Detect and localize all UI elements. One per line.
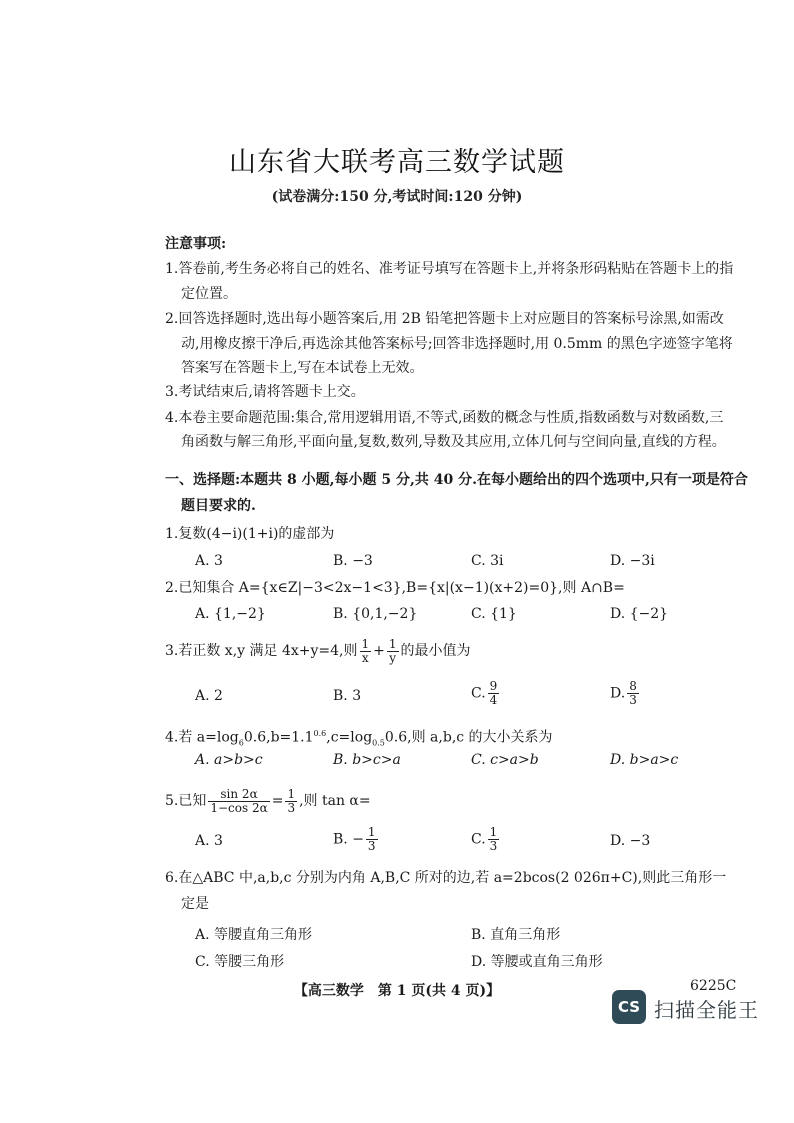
q2-option-b: B. {0,1,−2} bbox=[333, 606, 418, 622]
q3-option-c bbox=[471, 680, 501, 707]
notes-heading: 注意事项: bbox=[165, 236, 227, 252]
q3-c-denominator: 4 bbox=[489, 693, 498, 707]
question-6-stem: 6.在△ABC 中,a,b,c 分别为内角 A,B,C 所对的边,若 a=2bcos(2 026π+C),则此三角形一 bbox=[165, 870, 727, 886]
q5-option-b bbox=[333, 826, 380, 853]
q3-option-c-label: C. bbox=[471, 685, 486, 702]
note-line: 动,用橡皮擦干净后,再选涂其他答案标号;回答非选择题时,用 0.5mm 的黑色字迹签字笔将 bbox=[181, 336, 733, 352]
q5-option-c-fraction bbox=[488, 826, 500, 853]
q5-option-a: A. 3 bbox=[195, 833, 223, 849]
q3-d-denominator: 3 bbox=[629, 693, 637, 707]
q4-exponent: 0.6 bbox=[313, 729, 327, 738]
q3-stem-post: 的最小值为 bbox=[400, 643, 471, 659]
q5-stem-pre: 5.已知 bbox=[165, 793, 207, 809]
q4-option-b: B. b>c>a bbox=[333, 752, 401, 768]
q2-option-a: A. {1,−2} bbox=[195, 606, 266, 622]
q6-option-b: B. 直角三角形 bbox=[471, 927, 561, 943]
q3-option-c-fraction bbox=[488, 680, 500, 707]
q1-option-a: A. 3 bbox=[195, 553, 223, 569]
q5-fraction bbox=[208, 788, 269, 815]
q6-option-d: D. 等腰或直角三角形 bbox=[471, 954, 603, 970]
q1-option-c: C. 3i bbox=[471, 553, 504, 569]
q5-option-d: D. −3 bbox=[610, 833, 651, 849]
q4-option-d: D. b>a>c bbox=[610, 752, 679, 768]
q5-rhs-denominator: 3 bbox=[287, 800, 296, 815]
exam-info: (试卷满分:150 分,考试时间:120 分钟) bbox=[271, 189, 523, 205]
q5-equals: = bbox=[271, 793, 284, 809]
page-title: 山东省大联考高三数学试题 bbox=[229, 147, 565, 178]
question-3-stem bbox=[165, 636, 471, 666]
q3-fraction-1 bbox=[360, 638, 372, 665]
q5-option-b-label: B. − bbox=[333, 831, 364, 848]
q4-stem-mid2: ,c=log bbox=[326, 729, 373, 746]
q5-option-c-label: C. bbox=[471, 831, 486, 848]
q4-stem-mid1: 0.6,b=1.1 bbox=[243, 729, 314, 746]
q5-option-b-fraction bbox=[366, 826, 378, 853]
camscanner-logo-icon: CS bbox=[612, 990, 646, 1024]
q3-f2-denominator: y bbox=[389, 650, 397, 665]
q3-c-numerator: 9 bbox=[489, 679, 498, 693]
q5-b-numerator: 1 bbox=[367, 825, 376, 839]
note-line: 答案写在答题卡上,写在本试卷上无效。 bbox=[181, 360, 424, 376]
q1-option-d: D. −3i bbox=[610, 553, 655, 569]
q3-f2-numerator: 1 bbox=[388, 636, 397, 651]
q5-option-c bbox=[471, 826, 501, 853]
note-line: 角函数与解三角形,平面向量,复数,数列,导数及其应用,立体几何与空间向量,直线的方程。 bbox=[181, 434, 726, 450]
section-heading: 一、选择题:本题共 8 小题,每小题 5 分,共 40 分.在每小题给出的四个选项中,只有一项是符合 bbox=[165, 472, 748, 488]
q4-option-a: A. a>b>c bbox=[195, 752, 263, 768]
page-footer: 【高三数学 第 1 页(共 4 页)】 bbox=[293, 983, 501, 999]
q3-option-d-label: D. bbox=[610, 685, 626, 702]
q5-stem-post: ,则 tan α= bbox=[299, 793, 371, 809]
note-line: 1.答卷前,考生务必将自己的姓名、准考证号填写在答题卡上,并将条形码粘贴在答题卡上的指 bbox=[165, 261, 734, 277]
q4-log-base-2: 0.5 bbox=[372, 738, 385, 748]
q3-option-d-fraction bbox=[627, 680, 639, 707]
q5-c-numerator: 1 bbox=[489, 825, 498, 839]
question-6-stem-cont: 定是 bbox=[181, 896, 209, 912]
note-line: 定位置。 bbox=[181, 286, 237, 302]
scanner-watermark bbox=[612, 990, 762, 1030]
note-line: 4.本卷主要命题范围:集合,常用逻辑用语,不等式,函数的概念与性质,指数函数与对数函数,三 bbox=[165, 410, 724, 426]
q5-numerator: sin 2α bbox=[208, 788, 269, 802]
q5-rhs-numerator: 1 bbox=[287, 786, 296, 801]
q3-f1-numerator: 1 bbox=[361, 636, 370, 651]
q3-d-numerator: 8 bbox=[629, 679, 637, 693]
q3-f1-denominator: x bbox=[361, 650, 369, 665]
q6-option-c: C. 等腰三角形 bbox=[195, 954, 285, 970]
q3-fraction-2 bbox=[387, 638, 399, 665]
q5-rhs-fraction bbox=[285, 788, 297, 815]
q4-option-c: C. c>a>b bbox=[471, 752, 539, 768]
q5-b-denominator: 3 bbox=[367, 839, 376, 853]
paper-code: 6225C bbox=[690, 978, 737, 994]
note-line: 2.回答选择题时,选出每小题答案后,用 2B 铅笔把答题卡上对应题目的答案标号涂黑,如需改 bbox=[165, 311, 724, 327]
q3-option-d bbox=[610, 680, 641, 707]
q3-plus: + bbox=[373, 643, 385, 659]
q4-stem-pre: 4.若 a=log bbox=[165, 729, 239, 746]
q2-option-d: D. {−2} bbox=[610, 606, 669, 622]
q2-option-c: C. {1} bbox=[471, 606, 517, 622]
q4-stem-post: 0.6,则 a,b,c 的大小关系为 bbox=[384, 729, 553, 746]
question-4-stem bbox=[165, 724, 553, 753]
q4-log-base-1: 6 bbox=[238, 738, 244, 748]
note-line: 3.考试结束后,请将答题卡上交。 bbox=[165, 384, 365, 400]
q6-option-a: A. 等腰直角三角形 bbox=[195, 927, 313, 943]
q5-denominator: 1−cos 2α bbox=[210, 800, 268, 815]
q3-stem-pre: 3.若正数 x,y 满足 4x+y=4,则 bbox=[165, 643, 358, 659]
watermark-text: 扫描全能王 bbox=[654, 998, 759, 1022]
q5-c-denominator: 3 bbox=[489, 839, 498, 853]
q1-option-b: B. −3 bbox=[333, 553, 373, 569]
question-1-stem: 1.复数(4−i)(1+i)的虚部为 bbox=[165, 526, 335, 542]
question-2-stem: 2.已知集合 A={x∈Z|−3<2x−1<3},B={x|(x−1)(x+2)=0},则 A∩B= bbox=[165, 580, 625, 596]
question-5-stem bbox=[165, 786, 371, 816]
q3-option-b: B. 3 bbox=[333, 688, 362, 704]
q3-option-a: A. 2 bbox=[195, 688, 223, 704]
section-heading-cont: 题目要求的. bbox=[181, 498, 256, 514]
